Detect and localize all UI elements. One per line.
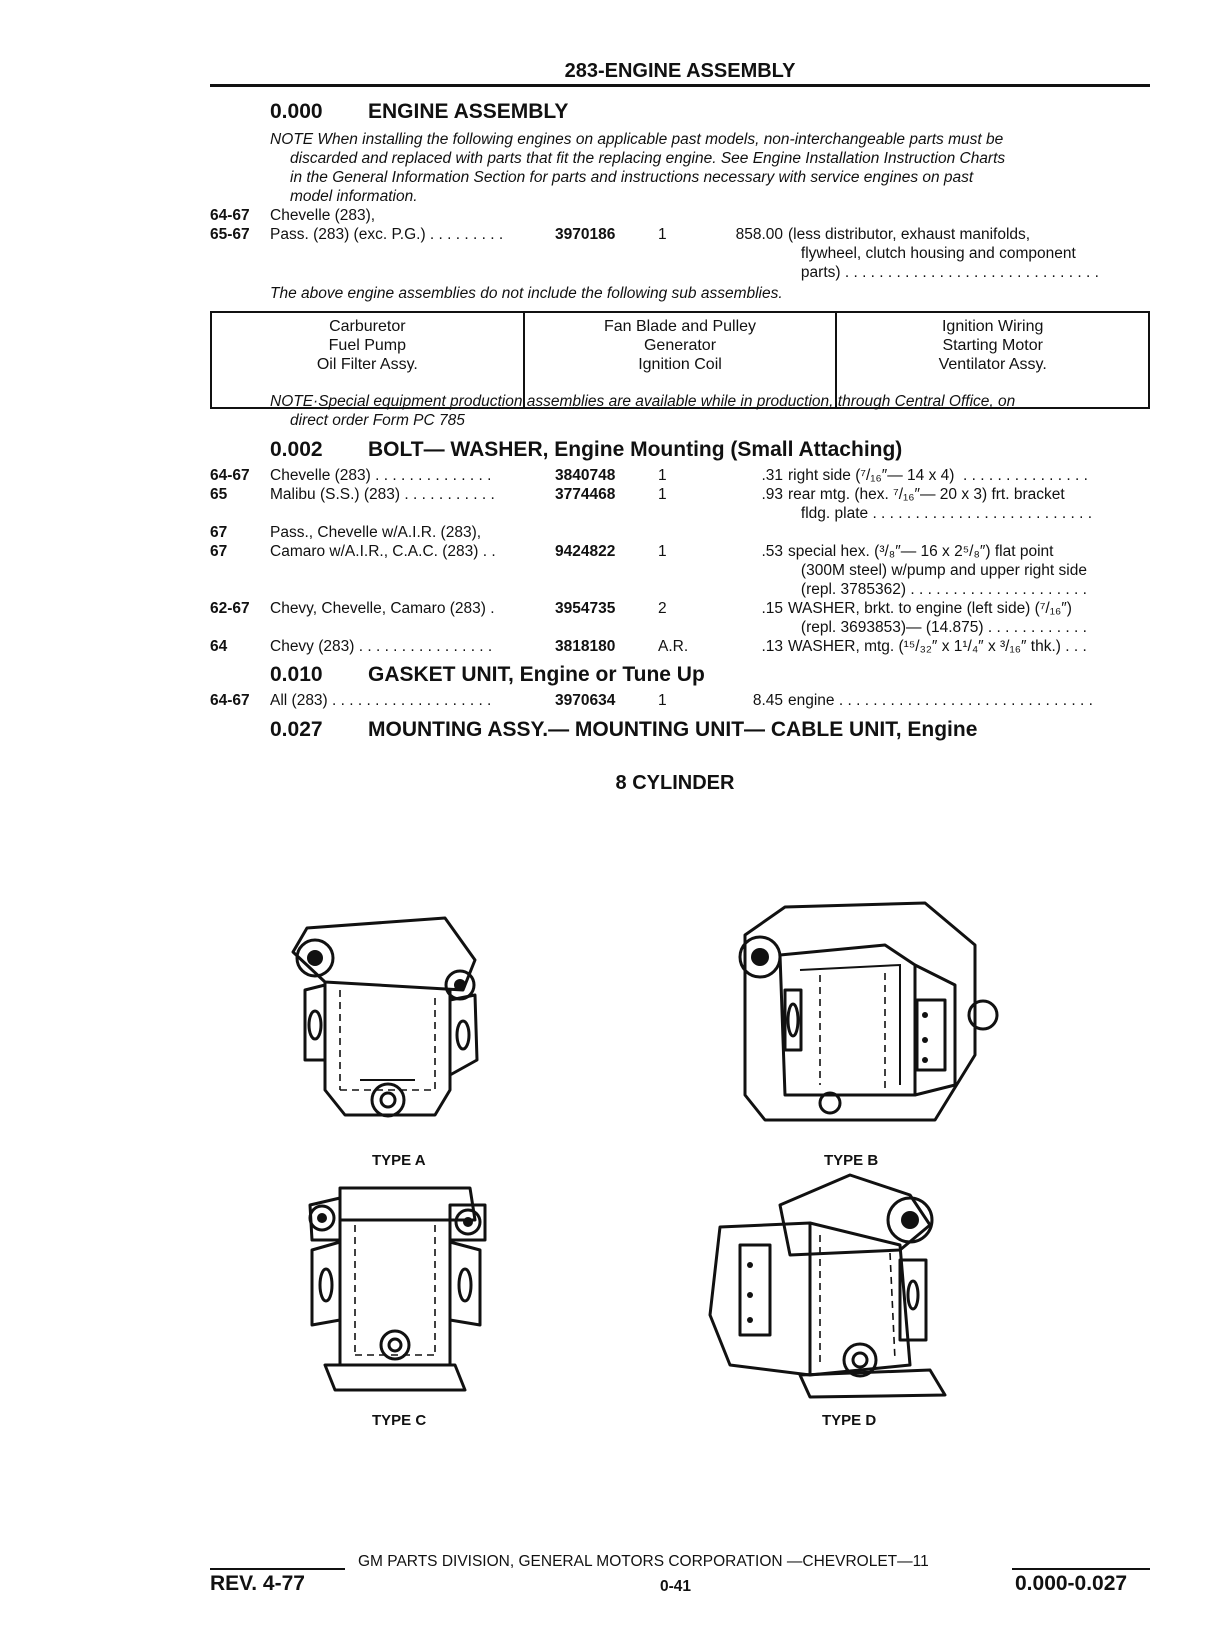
- model: Pass., Chevelle w/A.I.R. (283),: [270, 524, 482, 541]
- years: 64-67: [210, 467, 250, 484]
- model: Camaro w/A.I.R., C.A.C. (283) . .: [270, 543, 496, 560]
- price: .53: [761, 543, 783, 560]
- table-row: [210, 466, 1150, 485]
- part-number: 3954735: [555, 600, 616, 617]
- section-number: 0.002: [270, 438, 323, 461]
- description: (less distributor, exhaust manifolds, flywheel, clutch housing and component parts) . . . . . . . . . . . . . . . . . . . . . . . . . . . . . .: [788, 226, 1099, 281]
- subassembly-item: Generator: [643, 337, 717, 354]
- mount-type-d-illustration: [700, 1165, 980, 1405]
- mount-type-a-illustration: [285, 910, 515, 1140]
- type-a-label: TYPE A: [372, 1152, 426, 1169]
- footer-rule-right: [1012, 1568, 1150, 1570]
- subassembly-item: Ignition Wiring: [941, 318, 1044, 335]
- note-engine-install: [270, 130, 1150, 206]
- note-line: discarded and replaced with parts that fit the replacing engine. See Engine Installation Instruction Charts: [290, 150, 1006, 167]
- section-title: GASKET UNIT, Engine or Tune Up: [368, 663, 705, 686]
- section-0010-heading: [270, 663, 705, 687]
- description: rear mtg. (hex. ⁷/₁₆″— 20 x 3) frt. bracket fldg. plate . . . . . . . . . . . . . . . . . . . . . . . . . .: [788, 486, 1093, 522]
- type-d-label: TYPE D: [822, 1412, 877, 1429]
- table-row: [210, 691, 1150, 710]
- price: 858.00: [735, 226, 783, 243]
- quantity: 1: [658, 467, 667, 484]
- description: WASHER, brkt. to engine (left side) (⁷/₁₆″) (repl. 3693853)— (14.875) . . . . . . . . . . . .: [788, 600, 1087, 636]
- section-title: ENGINE ASSEMBLY: [368, 100, 569, 123]
- mount-type-c-illustration: [300, 1180, 500, 1405]
- model: Chevy (283) . . . . . . . . . . . . . . . .: [270, 638, 493, 655]
- part-number: 3818180: [555, 638, 616, 655]
- table-row: [210, 599, 1150, 637]
- description: WASHER, mtg. (¹⁵/₃₂″ x 1¹/₄″ x ³/₁₆″ thk.) . . .: [788, 638, 1087, 655]
- footer-page-number: 0-41: [660, 1578, 692, 1595]
- price: .15: [761, 600, 783, 617]
- model: Malibu (S.S.) (283) . . . . . . . . . . .: [270, 486, 495, 503]
- type-c-label: TYPE C: [372, 1412, 427, 1429]
- table-row: [210, 637, 1150, 656]
- mount-type-b-illustration: [725, 895, 1000, 1140]
- years: 67: [210, 524, 228, 541]
- model: Chevelle (283),: [270, 207, 376, 224]
- page-header: 283-ENGINE ASSEMBLY: [564, 60, 796, 82]
- footer-rule-left: [210, 1568, 345, 1570]
- description: engine . . . . . . . . . . . . . . . . . . . . . . . . . . . . . .: [788, 692, 1093, 709]
- subassembly-item: Fan Blade and Pulley: [603, 318, 757, 335]
- years: 65: [210, 486, 228, 503]
- subassembly-item: Ignition Coil: [638, 356, 722, 373]
- years: 65-67: [210, 226, 250, 243]
- table-row: [210, 542, 1150, 599]
- section-title: BOLT— WASHER, Engine Mounting (Small Attaching): [368, 438, 903, 461]
- quantity: A.R.: [658, 638, 689, 655]
- years: 64-67: [210, 207, 250, 224]
- section-0002-heading: [270, 438, 902, 462]
- note-line: model information.: [290, 188, 418, 205]
- part-number: 3774468: [555, 486, 616, 503]
- footer-corporation: GM PARTS DIVISION, GENERAL MOTORS CORPORATION —CHEVROLET—11: [358, 1553, 929, 1570]
- price: .13: [761, 638, 783, 655]
- part-number: 9424822: [555, 543, 616, 560]
- model: All (283) . . . . . . . . . . . . . . . . . . .: [270, 692, 492, 709]
- years: 64: [210, 638, 228, 655]
- quantity: 1: [658, 692, 667, 709]
- subassembly-item: Fuel Pump: [328, 337, 407, 354]
- note-line: NOTE When installing the following engines on applicable past models, non-interchangeable parts must be: [270, 131, 1004, 148]
- section-title: MOUNTING ASSY.— MOUNTING UNIT— CABLE UNIT, Engine: [368, 718, 978, 741]
- model: Chevelle (283) . . . . . . . . . . . . . .: [270, 467, 492, 484]
- subassembly-item: Starting Motor: [942, 337, 1043, 354]
- years: 67: [210, 543, 228, 560]
- footer-revision: REV. 4-77: [210, 1572, 305, 1595]
- note-special-equipment: [270, 392, 1150, 430]
- part-number: 3840748: [555, 467, 616, 484]
- note-line: in the General Information Section for parts and instructions necessary with service engines on past: [290, 169, 974, 186]
- years: 62-67: [210, 600, 250, 617]
- subassembly-item: Ventilator Assy.: [938, 356, 1047, 373]
- section-number: 0.000: [270, 100, 323, 123]
- note-line: NOTE·Special equipment production assemblies are available while in production, through Central Office, on: [270, 393, 1016, 410]
- table-row: [210, 225, 1150, 285]
- part-number: 3970186: [555, 226, 616, 243]
- price: 8.45: [752, 692, 783, 709]
- quantity: 1: [658, 226, 667, 243]
- table-row: [210, 485, 1150, 523]
- figure-heading: 8 CYLINDER: [615, 772, 735, 794]
- price: .93: [761, 486, 783, 503]
- model: Chevy, Chevelle, Camaro (283) .: [270, 600, 495, 617]
- type-b-label: TYPE B: [824, 1152, 879, 1169]
- subassembly-item: Carburetor: [329, 318, 406, 335]
- description: right side (⁷/₁₆″— 14 x 4) . . . . . . . . . . . . . . .: [788, 467, 1088, 484]
- table-row: [210, 206, 1150, 225]
- section-0000-heading: [270, 100, 568, 124]
- subassembly-item: Oil Filter Assy.: [316, 356, 418, 373]
- section-0027-heading: [270, 718, 977, 742]
- part-number: 3970634: [555, 692, 616, 709]
- quantity: 1: [658, 486, 667, 503]
- quantity: 2: [658, 600, 667, 617]
- section-number: 0.010: [270, 663, 323, 686]
- footer-section-range: 0.000-0.027: [1015, 1572, 1128, 1595]
- years: 64-67: [210, 692, 250, 709]
- note-line: direct order Form PC 785: [290, 412, 465, 429]
- table-row: [210, 523, 1150, 542]
- section-number: 0.027: [270, 718, 323, 741]
- model: Pass. (283) (exc. P.G.) . . . . . . . . .: [270, 226, 504, 243]
- description: special hex. (³/₈″— 16 x 2⁵/₈″) flat point (300M steel) w/pump and upper right side (repl. 3785362) . . . . . . . . . . . . . . . . . . . . .: [788, 543, 1087, 598]
- note-subassemblies: The above engine assemblies do not include the following sub assemblies.: [270, 285, 783, 302]
- header-rule: [210, 84, 1150, 87]
- price: .31: [761, 467, 783, 484]
- quantity: 1: [658, 543, 667, 560]
